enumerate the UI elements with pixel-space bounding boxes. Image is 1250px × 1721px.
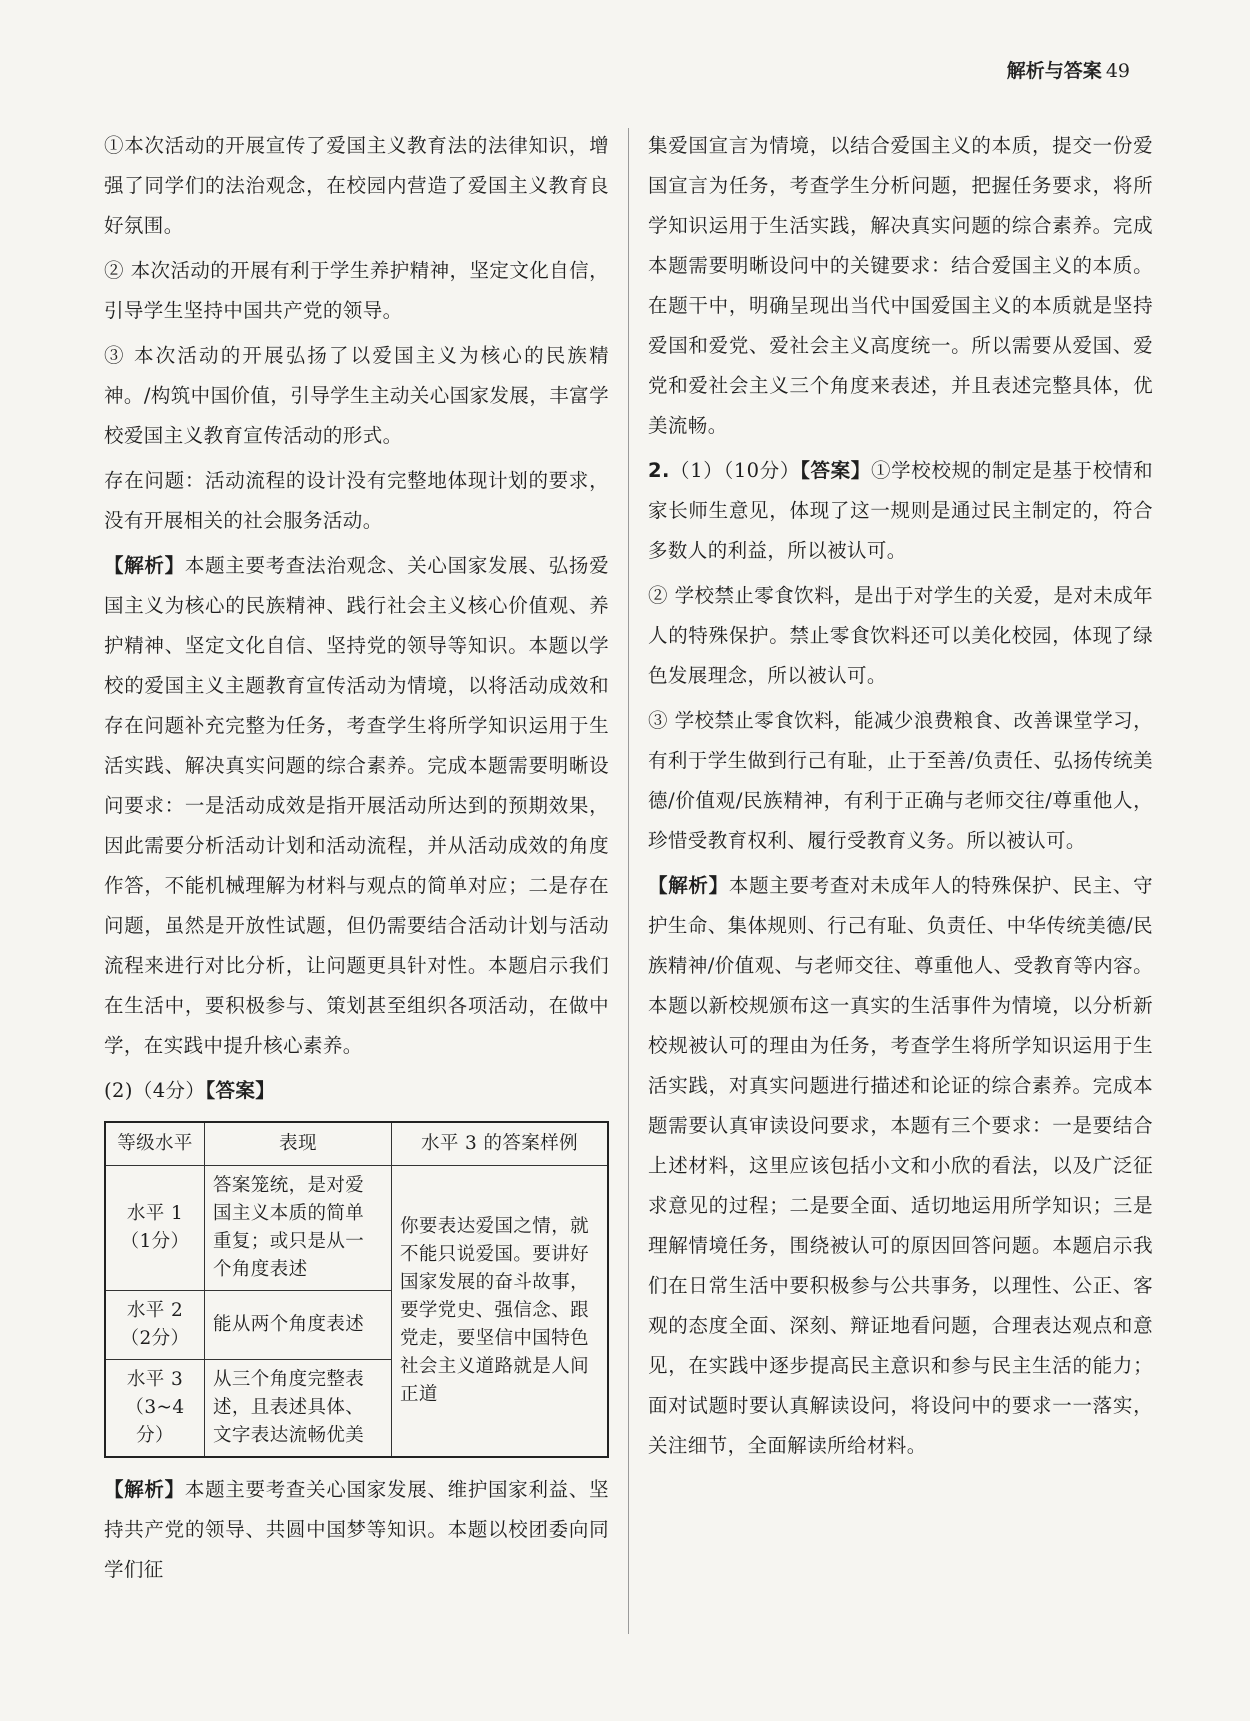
- problem-statement: 存在问题：活动流程的设计没有完整地体现计划的要求，没有开展相关的社会服务活动。: [104, 469, 609, 532]
- question-label: （1）（10分）: [669, 459, 801, 482]
- answer-point-3: ③ 本次活动的开展弘扬了以爱国主义为核心的民族精神。/构筑中国价值，引导学生主动关心国家发展，丰富学校爱国主义教育宣传活动的形式。: [104, 344, 609, 447]
- answer-tag: 【答案】: [205, 1079, 276, 1102]
- question-2-1-answer: [648, 451, 1153, 571]
- grading-table: [104, 1121, 609, 1458]
- answer-point-1: ①学校校规的制定是基于校情和家长师生意见，体现了这一规则是通过民主制定的，符合多数人的利益，所以被认可。: [648, 459, 1153, 562]
- table-header: 等级水平: [105, 1122, 205, 1166]
- question-2-2-heading: [104, 1071, 609, 1111]
- level-cell: 水平 1（1分）: [105, 1166, 205, 1291]
- header-title: 解析与答案: [1006, 60, 1102, 82]
- analysis-text: 本题主要考查关心国家发展、维护国家利益、坚持共产党的领导、共圆中国梦等知识。本题以校团委向同学们征: [104, 1478, 609, 1581]
- analysis-paragraph: [648, 866, 1153, 1466]
- table-header-row: [105, 1122, 608, 1166]
- table-row: [105, 1166, 608, 1291]
- answer-tag: 【答案】: [800, 459, 871, 482]
- analysis-text: 本题主要考查法治观念、关心国家发展、弘扬爱国主义为核心的民族精神、践行社会主义核心价值观、养护精神、坚定文化自信、坚持党的领导等知识。本题以学校的爱国主义主题教育宣传活动为情境，以将活动成效和存在问题补充完整为任务，考查学生将所学知识运用于生活实践、解决真实问题的综合素养。完成本题需要明晰设问要求：一是活动成效是指开展活动所达到的预期效果，因此需要分析活动计划和活动流程，并从活动成效的角度作答，不能机械理解为材料与观点的简单对应；二是存在问题，虽然是开放性试题，但仍需要结合活动计划与活动流程来进行对比分析，让问题更具针对性。本题启示我们在生活中，要积极参与、策划甚至组织各项活动，在做中学，在实践中提升核心素养。: [104, 554, 609, 1057]
- analysis-tag: 【解析】: [648, 874, 729, 897]
- performance-cell: 从三个角度完整表述，且表述具体、文字表达流畅优美: [205, 1360, 392, 1458]
- performance-cell: 答案笼统，是对爱国主义本质的简单重复；或只是从一个角度表述: [205, 1166, 392, 1291]
- column-divider: [628, 128, 629, 1634]
- level-cell: 水平 3（3~4分）: [105, 1360, 205, 1458]
- continued-analysis: 集爱国宣言为情境，以结合爱国主义的本质，提交一份爱国宣言为任务，考查学生分析问题，把握任务要求，将所学知识运用于生活实践，解决真实问题的综合素养。完成本题需要明晰设问中的关键要求：结合爱国主义的本质。在题干中，明确呈现出当代中国爱国主义的本质就是坚持爱国和爱党、爱社会主义高度统一。所以需要从爱国、爱党和爱社会主义三个角度来表述，并且表述完整具体，优美流畅。: [648, 134, 1153, 437]
- table-header: 表现: [205, 1122, 392, 1166]
- answer-point-2: ② 学校禁止零食饮料，是出于对学生的关爱，是对未成年人的特殊保护。禁止零食饮料还可以美化校园，体现了绿色发展理念，所以被认可。: [648, 584, 1153, 687]
- sample-answer-cell: 你要表达爱国之情，就不能只说爱国。要讲好国家发展的奋斗故事，要学党史、强信念、跟党走，要坚信中国特色社会主义道路就是人间正道: [392, 1166, 609, 1458]
- page-number: 49: [1105, 60, 1130, 82]
- analysis-text: 本题主要考查对未成年人的特殊保护、民主、守护生命、集体规则、行己有耻、负责任、中华传统美德/民族精神/价值观、与老师交往、尊重他人、受教育等内容。本题以新校规颁布这一真实的生活事件为情境，以分析新校规被认可的理由为任务，考查学生将所学知识运用于生活实践，对真实问题进行描述和论证的综合素养。完成本题需要认真审读设问要求，本题有三个要求：一是要结合上述材料，这里应该包括小文和小欣的看法，以及广泛征求意见的过程；二是要全面、适切地运用所学知识；三是理解情境任务，围绕被认可的原因回答问题。本题启示我们在日常生活中要积极参与公共事务，以理性、公正、客观的态度全面、深刻、辩证地看问题，合理表达观点和意见，在实践中逐步提高民主意识和参与民主生活的能力；面对试题时要认真解读设问，将设问中的要求一一落实，关注细节，全面解读所给材料。: [648, 874, 1153, 1457]
- right-column: [648, 126, 1153, 1471]
- analysis-paragraph: [104, 546, 609, 1066]
- page-header: [1007, 56, 1130, 83]
- left-column: [104, 126, 609, 1595]
- answer-point-2: ② 本次活动的开展有利于学生养护精神，坚定文化自信，引导学生坚持中国共产党的领导。: [104, 259, 609, 322]
- level-cell: 水平 2（2分）: [105, 1291, 205, 1360]
- question-number: 2.: [648, 459, 670, 482]
- answer-point-1: ①本次活动的开展宣传了爱国主义教育法的法律知识，增强了同学们的法治观念，在校园内营造了爱国主义教育良好氛围。: [104, 134, 609, 237]
- answer-point-3: ③ 学校禁止零食饮料，能减少浪费粮食、改善课堂学习，有利于学生做到行己有耻，止于至善/负责任、弘扬传统美德/价值观/民族精神，有利于正确与老师交往/尊重他人，珍惜受教育权利、履行受教育义务。所以被认可。: [648, 709, 1153, 852]
- table-header: 水平 3 的答案样例: [392, 1122, 609, 1166]
- analysis-tag: 【解析】: [104, 554, 185, 577]
- question-label: (2)（4分）: [104, 1079, 206, 1102]
- performance-cell: 能从两个角度表述: [205, 1291, 392, 1360]
- analysis-tag: 【解析】: [104, 1478, 185, 1501]
- analysis-paragraph-2: [104, 1470, 609, 1590]
